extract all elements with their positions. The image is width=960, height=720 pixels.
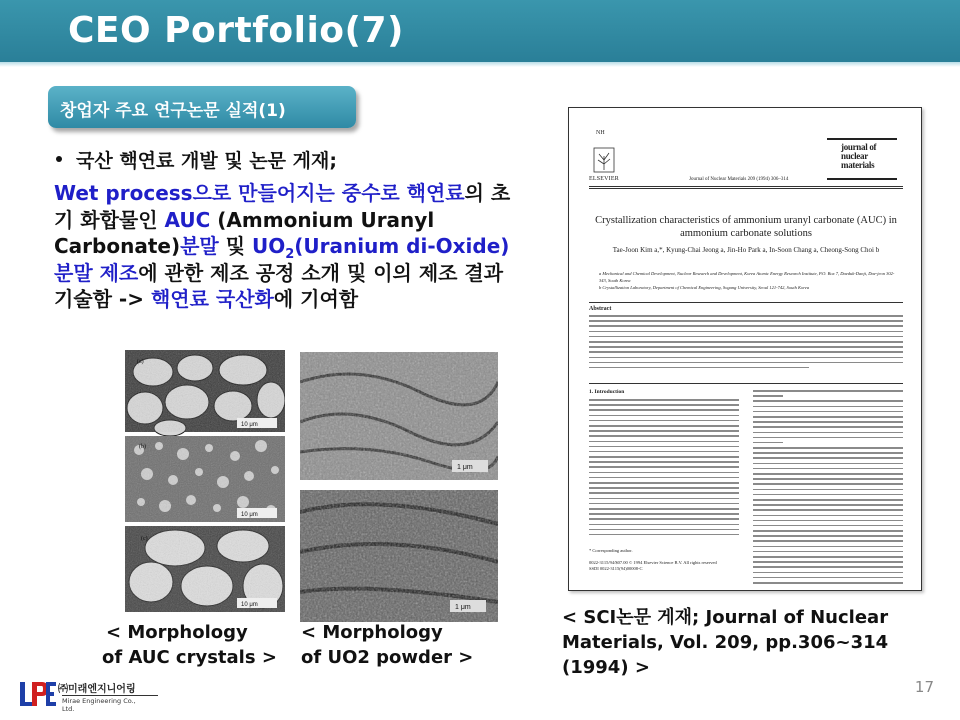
body-rule	[589, 383, 903, 384]
paper-footnote	[589, 548, 717, 572]
para-highlight-9: 핵연료 국산화	[150, 287, 274, 311]
para-text-4: (Ammonium Uranyl Carbonate)	[54, 207, 435, 258]
section-badge-label: 창업자 주요 연구논문 실적(1)	[60, 101, 286, 121]
paper-authors: Tae-Joon Kim a,*, Kyung-Chai Jeong a, Jin-Ho Park a, In-Soon Chang a, Cheong-Song Choi b	[612, 246, 880, 254]
para-highlight-5: 분말	[180, 234, 219, 258]
title-bar	[0, 0, 960, 62]
slide-title: CEO Portfolio(7)	[68, 10, 404, 51]
company-name-kr: ㈜미래엔지니어링	[58, 684, 136, 695]
bullet-text: 국산 핵연료 개발 및 논문 게재;	[76, 150, 337, 172]
corresponding-author-note: * Corresponding author.	[589, 548, 633, 553]
header-rule	[589, 186, 903, 187]
company-name-en: Mirae Engineering Co., Ltd.	[62, 697, 136, 713]
uo2-caption	[301, 620, 473, 670]
mirae-logo-icon	[18, 678, 58, 712]
auc-caption-line2: of AUC crystals >	[102, 647, 277, 668]
para-text-8: 에 관한 제조 공정 소개 및 이의 제조 결과 기술함 ->	[54, 260, 504, 311]
bullet-dot	[56, 156, 62, 162]
auc-scale-a: 10 μm	[241, 422, 258, 428]
uo2-scale-top: 1 μm	[457, 464, 473, 471]
journal-logo	[827, 138, 897, 180]
journal-logo-line1: journal of	[841, 142, 877, 152]
panel-c-label: (c)	[141, 536, 148, 542]
sci-caption-line3: (1994) >	[562, 657, 650, 678]
publisher-mark: NH	[596, 130, 605, 136]
description-paragraph	[54, 180, 516, 313]
title-divider	[0, 62, 960, 67]
section-badge	[48, 86, 356, 128]
para-highlight-3: AUC	[164, 207, 211, 232]
uo2-caption-line2: of UO2 powder >	[301, 647, 474, 668]
company-logo	[18, 676, 146, 714]
auc-caption	[102, 620, 277, 670]
sci-caption-line1: < SCI논문 게재; Journal of Nuclear	[562, 607, 889, 628]
company-underline	[62, 695, 158, 696]
para-text-10: 에 기여함	[273, 287, 359, 311]
body-column-right	[753, 390, 903, 587]
para-highlight-1: Wet process으로 만들어지는 중수로 핵연료	[54, 181, 465, 205]
intro-heading: 1. Introduction	[589, 389, 625, 395]
panel-a-label: (a)	[137, 359, 144, 365]
abstract-heading: Abstract	[589, 306, 612, 312]
body-column-left	[589, 399, 739, 539]
journal-reference: Journal of Nuclear Materials 209 (1994) 306–314	[689, 177, 789, 182]
uo2-caption-line1: < Morphology	[301, 622, 443, 643]
para-uo-text: UO	[251, 234, 286, 258]
paper-title: Crystallization characteristics of ammonium uranyl carbonate (AUC) in ammonium carbonate solutions	[595, 215, 897, 239]
auc-caption-line1: < Morphology	[106, 622, 248, 643]
copyright-line: 0022-3115/94/$07.00 © 1994 Elsevier Science B.V. All rights reserved	[589, 560, 717, 565]
uo2-micrograph	[300, 352, 498, 622]
paper-thumbnail	[568, 107, 922, 591]
sci-caption	[562, 605, 952, 680]
abstract-rule	[589, 302, 903, 303]
paper-affiliations	[599, 270, 899, 291]
auc-scale-c: 10 μm	[241, 602, 258, 608]
uo2-scale-bottom: 1 μm	[455, 604, 471, 611]
para-uo-subscript: 2	[285, 247, 295, 262]
journal-logo-line3: materials	[841, 160, 875, 170]
para-uo-rest: (Uranium di-Oxide)분말 제조	[54, 234, 510, 285]
elsevier-tree-icon	[593, 138, 615, 174]
header-rule-2	[589, 188, 903, 189]
abstract-body	[589, 315, 903, 372]
publisher-name: ELSEVIER	[589, 176, 619, 182]
ssdi-line: SSDI 0022-3115(94)00008-C	[589, 566, 643, 571]
para-text-6: 및	[218, 234, 252, 258]
auc-micrograph	[125, 350, 285, 612]
journal-logo-line2: nuclear	[841, 151, 868, 161]
auc-scale-b: 10 μm	[241, 512, 258, 518]
sci-caption-line2: Materials, Vol. 209, pp.306~314	[562, 632, 889, 653]
panel-b-label: (b)	[139, 444, 146, 450]
affiliation-b: b Crystallization Laboratory, Department of Chemical Engineering, Sogang University, Seoul 121-742, South Korea	[599, 285, 810, 290]
page-number: 17	[914, 678, 934, 696]
para-text-2: 의 초기 화합물인	[54, 181, 511, 232]
affiliation-a: a Mechanical and Chemical Development, Nuclear Research and Development, Korea Atomic Energy Research Institute, P.O. Box 7, Daeduk-Danji, Dae-jeon 302-343, South Korea	[599, 271, 895, 283]
bullet-item	[56, 146, 337, 173]
